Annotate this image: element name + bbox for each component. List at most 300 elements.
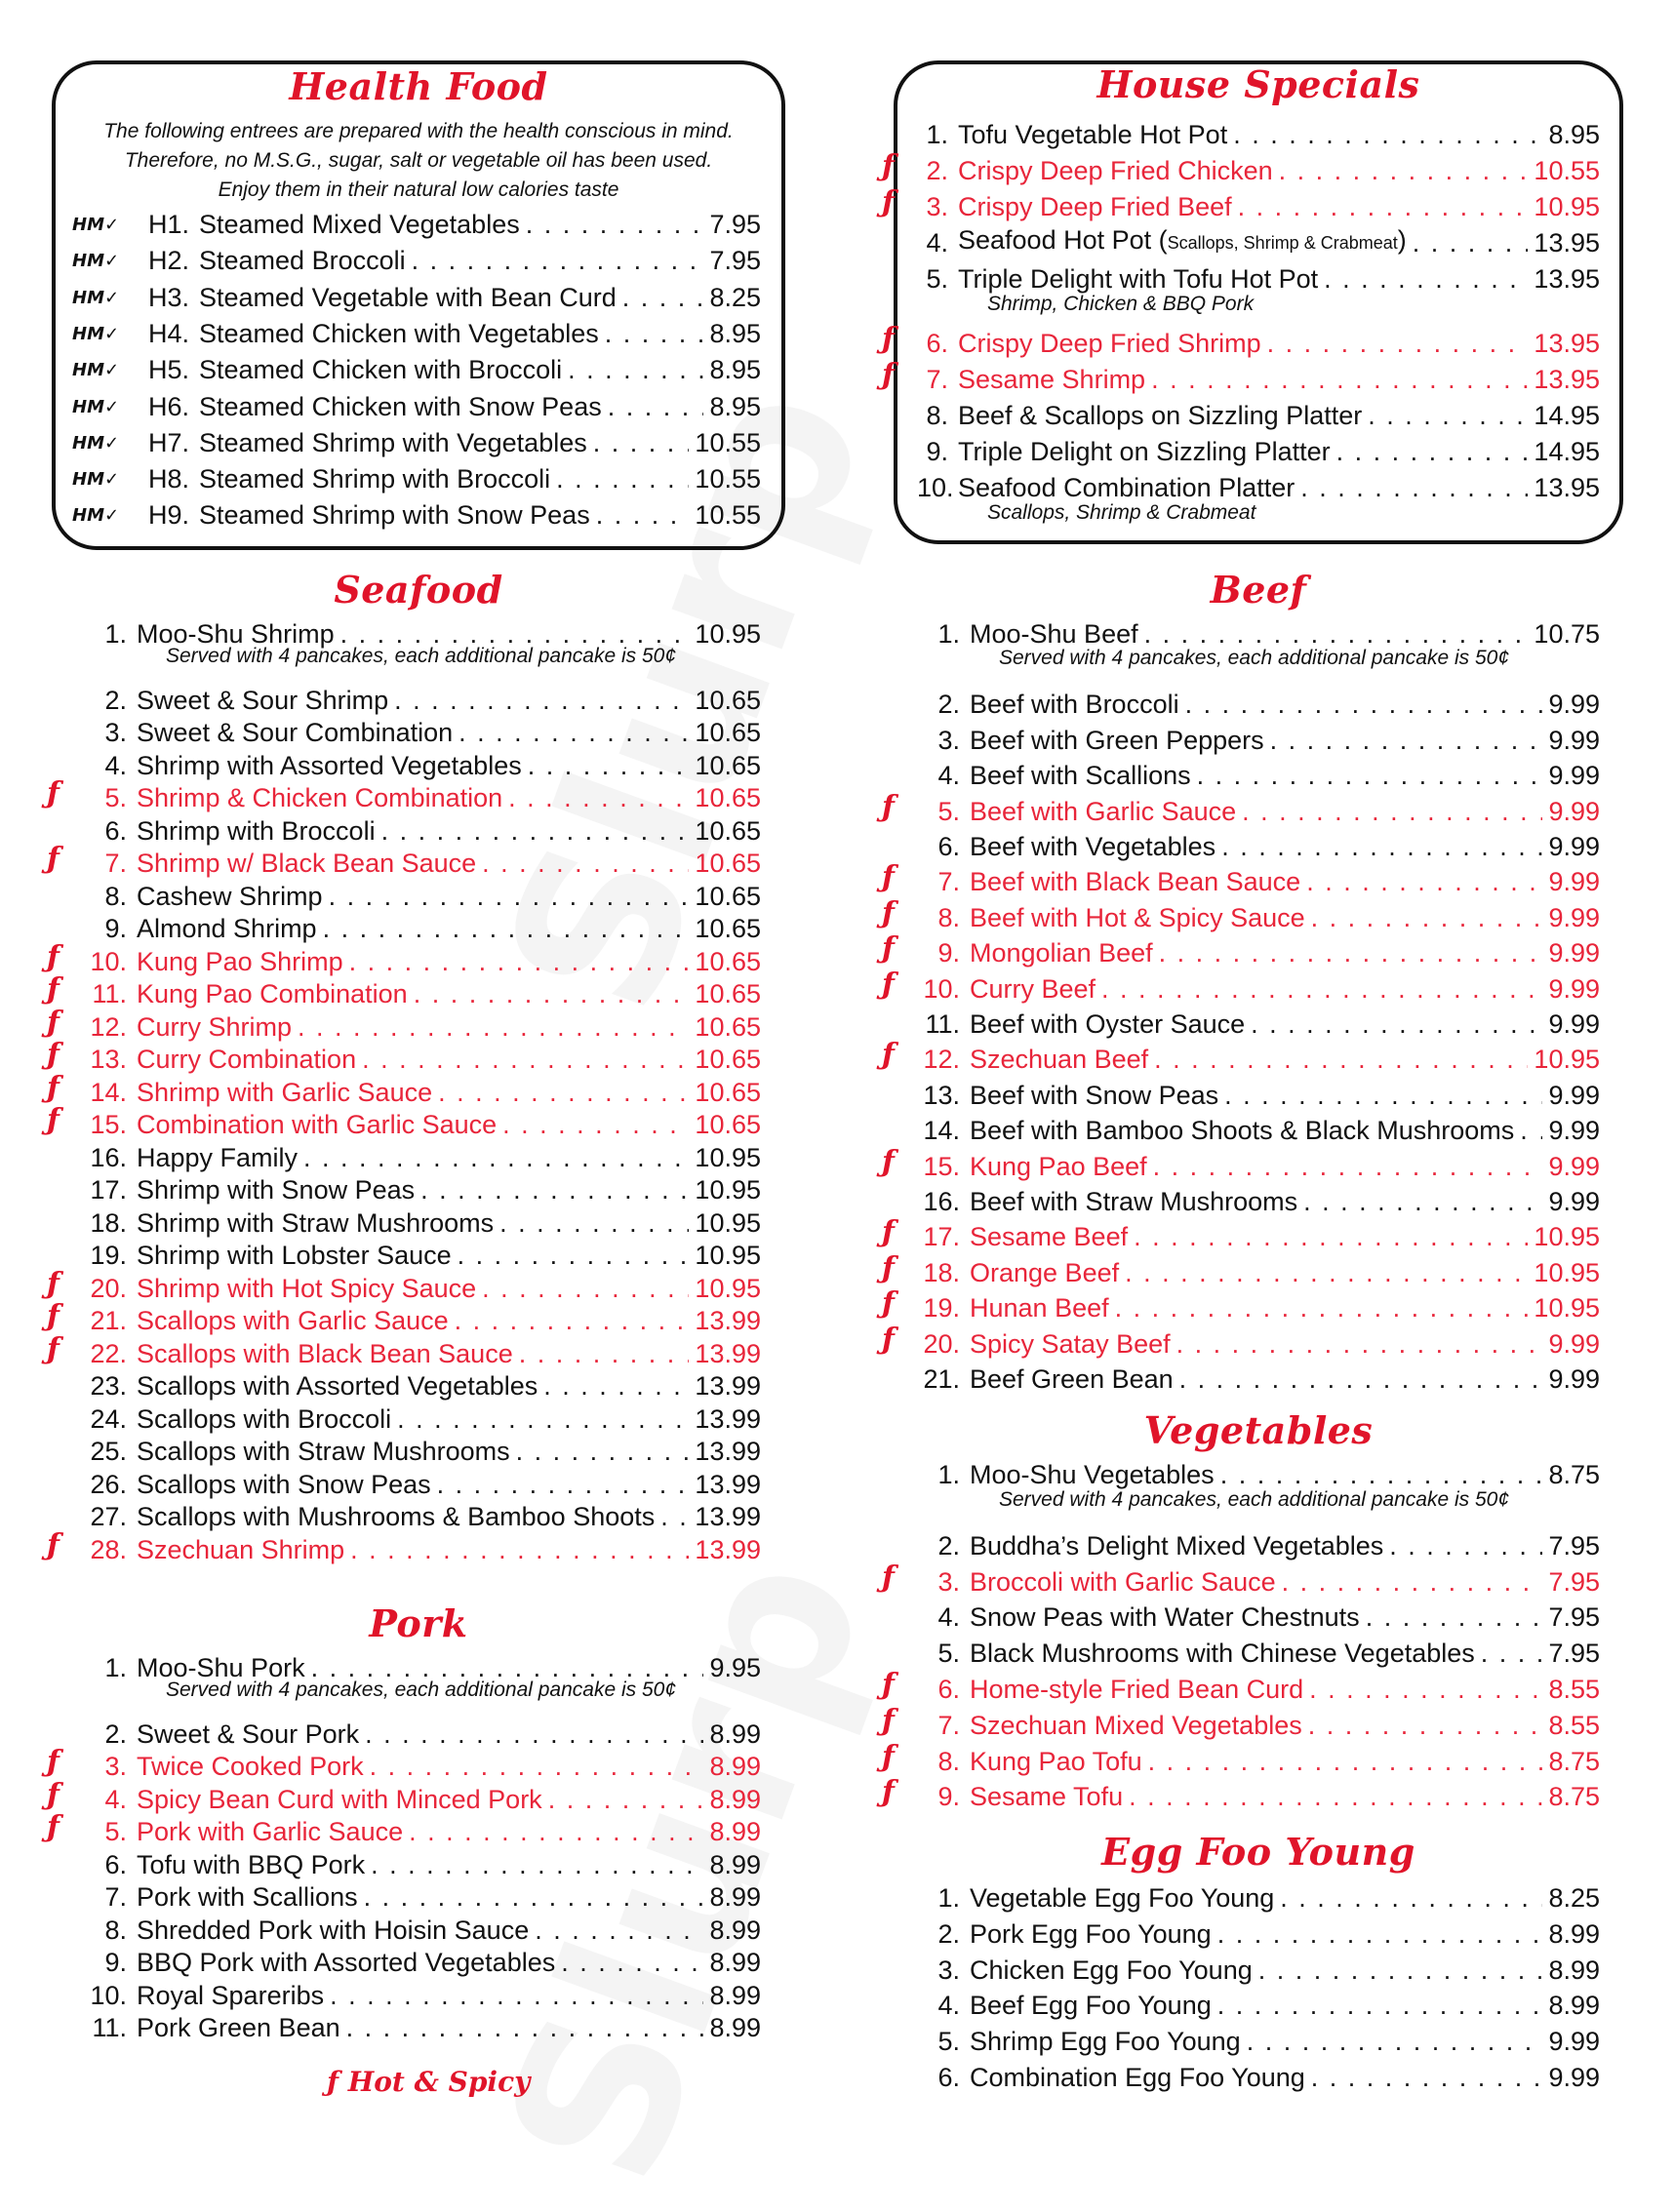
item-price: 13.95 (1534, 365, 1600, 394)
menu-item (917, 1005, 1600, 1040)
item-number: 11. (92, 979, 127, 1008)
item-number: 11. (925, 1009, 960, 1039)
menu-item (917, 1878, 1600, 1914)
menu-item (917, 360, 1600, 395)
item-price: 10.65 (695, 750, 761, 780)
dot-leader (323, 913, 690, 944)
item-number: H5. (147, 355, 189, 385)
legend-text: Hot & Spicy (347, 2066, 531, 2098)
dot-leader (362, 1044, 689, 1075)
dot-leader (394, 685, 689, 716)
item-name: Broccoli with Garlic Sauce (970, 1566, 1276, 1597)
item-number: 16. (90, 1142, 127, 1172)
item-number: 8. (104, 881, 127, 911)
item-name: Curry Combination (137, 1045, 357, 1074)
item-note: Served with 4 pancakes, each additional pancake is 50¢ (166, 644, 677, 667)
item-name: Steamed Shrimp with Snow Peas (199, 500, 590, 531)
item-number: H8. (147, 464, 189, 494)
item-price: 13.99 (695, 1469, 761, 1499)
dot-leader (455, 1305, 690, 1336)
menu-item (139, 495, 761, 531)
item-number: 8. (937, 902, 960, 932)
dot-leader (1224, 1080, 1542, 1111)
item-name: Scallops with Mushrooms & Bamboo Shoots (137, 1502, 656, 1531)
item-number: 12. (90, 1011, 127, 1042)
item-price: 9.99 (1548, 1364, 1600, 1394)
menu-item (917, 756, 1600, 791)
item-name: Shrimp w/ Black Bean Sauce (137, 849, 477, 878)
dot-leader (1238, 191, 1529, 222)
item-price: 8.55 (1548, 1675, 1600, 1704)
item-price: 8.99 (709, 1718, 761, 1749)
item-note: Shrimp, Chicken & BBQ Pork (987, 293, 1255, 315)
item-number: 9. (926, 437, 948, 466)
item-price: 9.99 (1548, 2063, 1600, 2092)
dot-leader (1258, 1955, 1543, 1986)
item-name: Sesame Tofu (970, 1782, 1124, 1812)
item-name: Combination with Garlic Sauce (137, 1110, 498, 1139)
item-name: Kung Pao Tofu (970, 1746, 1142, 1776)
item-price: 9.99 (1548, 1116, 1600, 1146)
item-price: 8.99 (709, 1980, 761, 2010)
item-name: Beef with Broccoli (970, 690, 1179, 720)
item-number: 8. (926, 401, 948, 430)
menu-item (82, 1943, 761, 1978)
item-price: 13.99 (695, 1437, 761, 1466)
item-price: 8.99 (709, 1849, 761, 1879)
menu-item (82, 1073, 761, 1108)
item-name: Cashew Shrimp (137, 881, 323, 911)
item-name: Moo-Shu Beef (970, 619, 1138, 649)
item-number: 5. (937, 796, 960, 826)
item-name: Beef Egg Foo Young (970, 1991, 1212, 2021)
dot-leader (1270, 725, 1543, 756)
item-name: Chicken Egg Foo Young (970, 1955, 1253, 1985)
item-price: 9.99 (1548, 1151, 1600, 1181)
item-number: 22. (90, 1338, 127, 1368)
item-price: 10.65 (695, 815, 761, 846)
item-number: 6. (937, 1675, 960, 1704)
dot-leader (1129, 1781, 1542, 1812)
pepper-icon: ƒ (47, 939, 60, 974)
seafood-title: Seafood (334, 568, 503, 612)
menu-item (917, 1360, 1600, 1395)
menu-item (917, 685, 1600, 720)
menu-item (139, 278, 761, 313)
menu-item (82, 1432, 761, 1467)
menu-item (917, 1598, 1600, 1633)
health-note-line: The following entrees are prepared with the health conscious in mind. (103, 120, 734, 142)
item-price: 9.99 (1548, 761, 1600, 791)
item-price: 8.99 (1548, 1955, 1600, 1985)
pepper-icon: ƒ (47, 1299, 60, 1333)
item-price: 7.95 (1548, 1639, 1600, 1669)
item-name: Curry Shrimp (137, 1011, 293, 1042)
item-name: Combination Egg Foo Young (970, 2063, 1305, 2092)
item-number: 5. (104, 783, 127, 812)
dot-leader (526, 209, 704, 240)
item-number: 3. (937, 1955, 960, 1985)
dot-leader (458, 717, 689, 748)
item-price: 8.75 (1548, 1746, 1600, 1776)
menu-item (82, 1301, 761, 1336)
item-price: 10.65 (695, 685, 761, 715)
dot-leader (1324, 263, 1528, 295)
item-name: Happy Family (137, 1142, 299, 1172)
menu-item (82, 1040, 761, 1075)
menu-item (917, 187, 1600, 222)
item-price: 8.95 (709, 391, 761, 421)
item-name: Crispy Deep Fried Chicken (958, 156, 1273, 185)
menu-item (917, 1986, 1600, 2021)
pepper-icon: ƒ (882, 1775, 895, 1810)
item-price: 10.55 (695, 464, 761, 494)
pepper-icon: ƒ (882, 358, 895, 392)
dot-leader (1159, 937, 1543, 968)
menu-item (917, 1706, 1600, 1741)
item-name: Beef with Straw Mushrooms (970, 1187, 1298, 1216)
pepper-icon: ƒ (47, 1266, 60, 1301)
item-number: 7. (937, 1710, 960, 1740)
item-name: Triple Delight on Sizzling Platter (958, 437, 1331, 466)
item-name: Sweet & Sour Pork (137, 1718, 360, 1749)
menu-item (82, 1812, 761, 1847)
item-name: Shrimp with Hot Spicy Sauce (137, 1273, 477, 1303)
item-number: 24. (90, 1403, 127, 1434)
item-name: Beef with Garlic Sauce (970, 796, 1237, 826)
item-price: 7.95 (1548, 1530, 1600, 1560)
item-price: 9.99 (1548, 1187, 1600, 1216)
item-price: 8.55 (1548, 1710, 1600, 1740)
dot-leader (1115, 1292, 1529, 1323)
dot-leader (1197, 760, 1543, 791)
dot-leader (438, 1077, 689, 1108)
item-name: Twice Cooked Pork (137, 1752, 364, 1781)
item-number: 4. (104, 750, 127, 780)
menu-item (917, 1670, 1600, 1705)
dot-leader (1306, 866, 1542, 897)
menu-item (917, 1076, 1600, 1111)
pepper-icon: ƒ (882, 967, 895, 1002)
item-name: Tofu with BBQ Pork (137, 1849, 366, 1879)
item-price: 14.95 (1534, 437, 1600, 466)
dot-leader (1520, 1115, 1542, 1146)
menu-item (82, 1465, 761, 1500)
item-price: 9.99 (1548, 796, 1600, 826)
dot-leader (1242, 796, 1542, 827)
menu-item (917, 1526, 1600, 1561)
item-name: Beef & Scallops on Sizzling Platter (958, 401, 1363, 430)
item-number: H9. (147, 500, 189, 531)
dot-leader (1148, 1746, 1543, 1777)
dot-leader (482, 848, 689, 879)
menu-item (917, 969, 1600, 1005)
item-name: Seafood Combination Platter (958, 473, 1295, 502)
menu-item (917, 1951, 1600, 1986)
item-name: Szechuan Beef (970, 1045, 1149, 1075)
dot-leader (543, 1370, 689, 1402)
item-price: 10.95 (1534, 1257, 1600, 1287)
item-number: 7. (104, 1882, 127, 1912)
item-price: 10.65 (695, 914, 761, 943)
menu-item (82, 1845, 761, 1880)
menu-item (917, 432, 1600, 467)
item-number: H7. (147, 427, 189, 457)
item-name: Hunan Beef (970, 1293, 1109, 1323)
dot-leader (1300, 472, 1528, 503)
item-price: 10.95 (1534, 1222, 1600, 1252)
dot-leader (365, 1718, 703, 1750)
pepper-icon: ƒ (47, 1527, 60, 1562)
item-number: H2. (147, 246, 189, 276)
item-price: 13.95 (1534, 264, 1600, 294)
item-number: 9. (104, 914, 127, 943)
pepper-icon: ƒ (47, 1331, 60, 1366)
menu-item (82, 778, 761, 813)
menu-item (82, 1497, 761, 1532)
menu-item (917, 827, 1600, 862)
item-price: 8.99 (1548, 1991, 1600, 2021)
pepper-icon: ƒ (882, 1250, 895, 1285)
dot-leader (596, 499, 690, 531)
dot-leader (437, 1469, 690, 1500)
dot-leader (409, 1816, 703, 1847)
menu-item (917, 933, 1600, 968)
menu-item (82, 942, 761, 977)
item-price: 8.95 (1548, 120, 1600, 149)
item-price: 9.99 (1548, 1080, 1600, 1110)
item-number: 9. (937, 1782, 960, 1812)
dot-leader (1368, 400, 1528, 431)
menu-item (82, 681, 761, 716)
item-name: Crispy Deep Fried Shrimp (958, 329, 1261, 358)
item-name: Shrimp with Lobster Sauce (137, 1241, 452, 1270)
menu-item (82, 1911, 761, 1946)
item-price: 10.65 (695, 1045, 761, 1074)
item-number: 3. (926, 192, 948, 221)
dot-leader (660, 1501, 689, 1532)
item-price: 8.99 (709, 1882, 761, 1912)
item-price: 9.99 (1548, 1009, 1600, 1039)
pepper-icon: ƒ (882, 1215, 895, 1250)
item-number: 7. (104, 849, 127, 878)
item-price: 8.25 (1548, 1883, 1600, 1913)
item-price: 10.65 (695, 849, 761, 878)
item-name: Triple Delight with Tofu Hot Pot (958, 264, 1319, 294)
healthy-heart-icon: HM✓ (72, 251, 120, 272)
item-name: Kung Pao Combination (137, 979, 408, 1008)
menu-item (82, 1170, 761, 1205)
item-name: Moo-Shu Shrimp (137, 619, 335, 649)
item-price: 10.65 (695, 1077, 761, 1107)
healthy-heart-icon: HM✓ (72, 287, 120, 308)
item-name: Shrimp with Assorted Vegetables (137, 750, 522, 780)
dot-leader (1366, 1601, 1543, 1633)
item-price: 10.95 (1534, 1045, 1600, 1075)
item-number: 5. (937, 1639, 960, 1669)
item-name: Scallops with Assorted Vegetables (137, 1371, 538, 1401)
item-name: Steamed Broccoli (199, 246, 406, 276)
item-number: 6. (937, 832, 960, 861)
item-name: Beef with Snow Peas (970, 1080, 1219, 1110)
health-food-title: Health Food (289, 64, 548, 108)
dot-leader (371, 1849, 703, 1880)
item-price: 8.99 (709, 2013, 761, 2042)
dot-leader (1101, 973, 1542, 1005)
menu-item (917, 1634, 1600, 1669)
pepper-icon: ƒ (47, 1745, 60, 1779)
pepper-icon: ƒ (882, 1038, 895, 1073)
item-number: 28. (90, 1534, 127, 1564)
item-name: Shrimp Egg Foo Young (970, 2027, 1241, 2057)
item-price: 9.99 (1548, 938, 1600, 968)
dot-leader (1179, 1363, 1543, 1395)
dot-leader (1336, 436, 1529, 467)
item-number: 5. (926, 264, 948, 294)
item-number: H1. (147, 210, 189, 239)
item-number: 6. (104, 815, 127, 846)
item-name: Curry Beef (970, 973, 1096, 1004)
menu-item (82, 1780, 761, 1815)
dot-leader (330, 1980, 703, 2011)
hot-spicy-legend (327, 2066, 530, 2098)
dot-leader (535, 1915, 703, 1946)
item-number: 3. (104, 1752, 127, 1781)
item-number: 23. (90, 1371, 127, 1401)
item-number: 4. (937, 761, 960, 791)
menu-item (82, 811, 761, 847)
dot-leader (1247, 2026, 1543, 2057)
item-number: 13. (923, 1080, 960, 1110)
item-number: 19. (90, 1241, 127, 1270)
dot-leader (508, 782, 689, 813)
dot-leader (1481, 1638, 1543, 1669)
item-number: 3. (937, 725, 960, 755)
dot-leader (1151, 364, 1528, 395)
menu-item (82, 1715, 761, 1750)
dot-leader (397, 1403, 689, 1435)
item-number: 3. (937, 1566, 960, 1597)
menu-item (917, 1562, 1600, 1598)
item-name: Shrimp with Garlic Sauce (137, 1077, 433, 1107)
menu-item (917, 1253, 1600, 1288)
item-number: 4. (937, 1991, 960, 2021)
menu-item (82, 1400, 761, 1435)
menu-item (82, 1138, 761, 1173)
beef-title: Beef (1210, 568, 1307, 612)
item-name: Shredded Pork with Hoisin Sauce (137, 1915, 530, 1945)
dot-leader (608, 391, 704, 422)
item-name: Beef with Scallions (970, 761, 1191, 791)
item-number: 10. (90, 946, 127, 976)
item-number: 12. (923, 1045, 960, 1075)
item-number: 1. (104, 619, 127, 649)
pepper-icon: ƒ (882, 1322, 895, 1357)
item-price: 8.99 (709, 1948, 761, 1977)
item-name: Kung Pao Shrimp (137, 946, 343, 976)
dot-leader (568, 354, 703, 385)
pepper-icon: ƒ (882, 185, 895, 219)
item-name: Sesame Shrimp (958, 365, 1146, 394)
menu-item (917, 2058, 1600, 2093)
dot-leader (1311, 902, 1543, 933)
item-price: 8.99 (709, 1752, 761, 1781)
item-number: 8. (937, 1746, 960, 1776)
item-price: 9.99 (1548, 690, 1600, 720)
item-number: 18. (923, 1257, 960, 1287)
item-number: 4. (937, 1602, 960, 1633)
menu-item (139, 314, 761, 349)
vegetables-title: Vegetables (1143, 1408, 1374, 1452)
item-price: 13.99 (695, 1534, 761, 1564)
item-number: 14. (923, 1116, 960, 1146)
dot-leader (519, 1338, 690, 1369)
item-number: 2. (104, 685, 127, 715)
item-name: Shrimp with Broccoli (137, 815, 376, 846)
menu-item (917, 115, 1600, 150)
item-number: H3. (147, 282, 189, 312)
dot-leader (528, 750, 690, 781)
dot-leader (1308, 1710, 1543, 1741)
dot-leader (1134, 1221, 1528, 1252)
dot-leader (1217, 1918, 1543, 1950)
healthy-heart-icon: HM✓ (72, 323, 120, 344)
dot-leader (499, 1207, 689, 1239)
item-price: 10.55 (695, 500, 761, 531)
dot-leader (1233, 119, 1542, 150)
item-name: Steamed Shrimp with Vegetables (199, 427, 587, 457)
item-price: 10.95 (695, 1273, 761, 1303)
item-price: 10.95 (695, 1207, 761, 1238)
pepper-icon: ƒ (47, 1103, 60, 1137)
item-number: 20. (90, 1273, 127, 1303)
item-price: 10.55 (1534, 156, 1600, 185)
item-name: Home-style Fried Bean Curd (970, 1675, 1304, 1704)
item-name-detail: Scallops, Shrimp & Crabmeat (1167, 233, 1398, 253)
dot-leader (1413, 227, 1529, 258)
item-number: 5. (104, 1817, 127, 1846)
item-number: 6. (937, 2063, 960, 2092)
healthy-heart-icon: HM✓ (72, 469, 120, 491)
item-name: Beef with Hot & Spicy Sauce (970, 902, 1305, 932)
item-name: Pork Green Bean (137, 2013, 340, 2042)
item-name: Vegetable Egg Foo Young (970, 1883, 1275, 1913)
item-name: Beef with Vegetables (970, 832, 1216, 861)
item-name: Seafood Hot Pot (Scallops, Shrimp & Crabmeat) (958, 225, 1407, 255)
health-note-line: Enjoy them in their natural low calories taste (218, 178, 619, 201)
item-price: 9.95 (709, 1653, 761, 1682)
item-number: 7. (926, 365, 948, 394)
healthy-heart-icon: HM✓ (72, 505, 120, 527)
item-number: 21. (90, 1306, 127, 1335)
dot-leader (1303, 1186, 1542, 1217)
item-name: Moo-Shu Vegetables (970, 1460, 1215, 1489)
menu-item (917, 898, 1600, 933)
item-price: 9.99 (1548, 1328, 1600, 1359)
menu-item (82, 1105, 761, 1140)
item-name: Scallops with Broccoli (137, 1403, 392, 1434)
item-number: 2. (937, 1918, 960, 1949)
item-price: 10.65 (695, 1110, 761, 1139)
item-number: 14. (90, 1077, 127, 1107)
menu-item (917, 1288, 1600, 1323)
item-number: 20. (923, 1328, 960, 1359)
pepper-icon: ƒ (882, 1144, 895, 1179)
item-number: 9. (937, 938, 960, 968)
healthy-heart-icon: HM✓ (72, 215, 120, 235)
pepper-icon: ƒ (47, 1810, 60, 1844)
item-price: 13.95 (1534, 228, 1600, 257)
